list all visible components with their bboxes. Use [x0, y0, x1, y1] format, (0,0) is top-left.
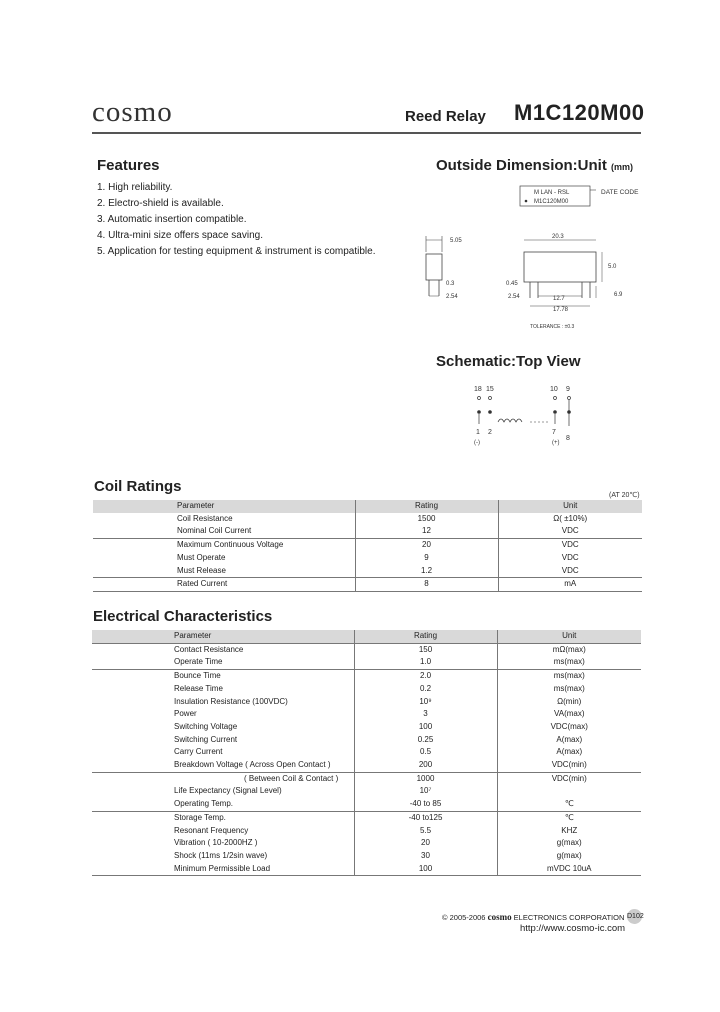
row-unit: VDC [561, 526, 579, 536]
row-rating: 10⁹ [354, 696, 497, 709]
pin-label-bottom: 2 [488, 429, 492, 436]
row-unit: ms(max) [553, 683, 585, 693]
table-header-row [93, 500, 642, 513]
table-row [92, 772, 641, 785]
pin-label-top: 10 [550, 386, 558, 393]
table-row [92, 837, 641, 850]
table-row [93, 539, 642, 552]
row-rating: 3 [354, 708, 497, 721]
header-rating: Rating [355, 500, 498, 513]
row-parameter: Carry Current [92, 746, 354, 759]
table-row [92, 785, 641, 798]
row-unit: g(max) [556, 838, 582, 848]
row-parameter: Minimum Permissible Load [92, 863, 354, 876]
table-row [92, 643, 641, 656]
row-rating: -40 to 85 [354, 798, 497, 811]
row-parameter: Bounce Time [92, 670, 354, 683]
row-unit: mΩ(max) [497, 643, 641, 656]
table-row [93, 513, 642, 526]
side-view-body [426, 254, 442, 280]
row-unit: VDC [498, 539, 642, 552]
row-rating: 150 [354, 643, 497, 656]
row-parameter: Nominal Coil Current [93, 525, 355, 538]
row-parameter: Insulation Resistance (100VDC) [92, 696, 354, 709]
header-unit: Unit [498, 500, 642, 513]
part-number: M1C120M00 [514, 100, 645, 125]
table-row [92, 696, 641, 709]
row-rating: 100 [354, 721, 497, 734]
row-parameter: Must Operate [93, 552, 355, 565]
table-row [93, 565, 642, 578]
row-parameter: Operate Time [92, 656, 354, 669]
front-view-body [524, 252, 596, 282]
row-rating: 10⁷ [354, 785, 497, 798]
feature-item: 2. Electro-shield is available. [97, 198, 224, 209]
outline-title [436, 157, 633, 174]
tolerance-note: TOLERANCE : ±0.3 [530, 324, 575, 330]
row-unit: mA [498, 578, 642, 592]
row-unit: VA(max) [553, 709, 585, 719]
row-parameter: Shock (11ms 1/2sin wave) [92, 850, 354, 863]
polarity-positive: (+) [552, 440, 560, 446]
row-parameter: Breakdown Voltage ( Across Open Contact ) [92, 759, 354, 772]
row-rating: 30 [354, 850, 497, 863]
pin1-mark [525, 200, 528, 203]
row-unit: A(max) [556, 734, 583, 744]
table-row [92, 825, 641, 838]
row-unit: VDC [561, 565, 579, 575]
schematic-title: Schematic:Top View [436, 353, 581, 370]
header-divider [92, 132, 641, 134]
company-logo: cosmo [92, 96, 173, 128]
table-row [92, 746, 641, 759]
pin-label-bottom: 8 [566, 435, 570, 442]
table-row [92, 759, 641, 772]
coil-symbol [498, 419, 522, 422]
row-rating: 8 [355, 578, 498, 592]
coil-title: Coil Ratings [94, 478, 182, 495]
page-code-badge: D102 [627, 909, 642, 924]
row-parameter: Resonant Frequency [92, 825, 354, 838]
table-row [92, 708, 641, 721]
coil-ratings-table [93, 500, 642, 592]
features-title: Features [97, 157, 160, 174]
feature-item: 4. Ultra-mini size offers space saving. [97, 230, 263, 241]
features-list [97, 180, 375, 260]
table-row [92, 798, 641, 811]
pin-label-top: 15 [486, 386, 494, 393]
feature-item: 5. Application for testing equipment & instrument is compatible. [97, 246, 376, 257]
polarity-negative: (-) [474, 440, 480, 446]
coil-condition: (AT 20℃) [609, 492, 640, 499]
row-parameter: Rated Current [93, 578, 355, 592]
row-unit: g(max) [556, 850, 582, 860]
row-rating: 2.0 [354, 670, 497, 683]
electrical-table [92, 630, 641, 876]
row-rating: 1000 [354, 772, 497, 785]
row-rating: 0.2 [354, 683, 497, 696]
dim-width: 20.3 [552, 234, 564, 240]
table-row [92, 656, 641, 669]
row-rating: 200 [354, 759, 497, 772]
row-rating: 0.25 [354, 734, 497, 747]
table-row [93, 525, 642, 538]
row-parameter: Coil Resistance [93, 513, 355, 526]
dim-pitch-span: 12.7 [553, 296, 565, 302]
row-unit [497, 785, 641, 798]
row-rating: 1.0 [354, 656, 497, 669]
table-row [93, 578, 642, 592]
dim-row-span: 17.78 [553, 307, 569, 313]
pin-label-top: 18 [474, 386, 482, 393]
row-rating: -40 to125 [354, 811, 497, 824]
table-row [92, 850, 641, 863]
row-parameter: Storage Temp. [92, 811, 354, 824]
label-line-1: M LAN - RSL [534, 190, 570, 196]
dim-pin-d1: 0.3 [446, 281, 455, 287]
outline-title-text: Outside Dimension:Unit [436, 157, 607, 174]
row-rating: 5.5 [354, 825, 497, 838]
row-unit: KHZ [561, 825, 578, 835]
row-parameter: Life Expectancy (Signal Level) [92, 785, 354, 798]
row-rating: 12 [355, 525, 498, 538]
row-parameter: Release Time [92, 683, 354, 696]
row-unit: VDC(max) [550, 721, 588, 731]
dim-lead-length: 6.9 [614, 292, 623, 298]
electrical-title: Electrical Characteristics [93, 608, 273, 625]
row-rating: 1500 [355, 513, 498, 526]
row-rating: 1.2 [355, 565, 498, 578]
dim-pin-d2: 0.45 [506, 281, 518, 287]
row-parameter: Must Release [93, 565, 355, 578]
row-parameter: Power [92, 708, 354, 721]
row-parameter: Vibration ( 10-2000HZ ) [92, 837, 354, 850]
date-code-label: DATE CODE [601, 189, 639, 196]
row-unit: ℃ [564, 799, 574, 809]
row-parameter: Switching Current [92, 734, 354, 747]
header-unit: Unit [497, 630, 641, 643]
row-unit: VDC [561, 552, 579, 562]
row-unit: ℃ [497, 811, 641, 824]
row-parameter: Operating Temp. [92, 798, 354, 811]
pin-label-bottom: 7 [552, 429, 556, 436]
row-parameter: Switching Voltage [92, 721, 354, 734]
row-unit: VDC(min) [551, 760, 587, 770]
header-parameter: Parameter [93, 500, 355, 513]
label-line-2: M1C120M00 [534, 199, 569, 205]
row-unit: mVDC 10uA [547, 863, 592, 873]
copyright [442, 912, 624, 922]
row-unit: Ω( ±10%) [553, 513, 588, 523]
row-rating: 20 [354, 837, 497, 850]
website-link[interactable]: http://www.cosmo-ic.com [520, 923, 626, 934]
footer-company: ELECTRONICS CORPORATION [513, 913, 625, 922]
table-row [92, 811, 641, 824]
outline-unit: (mm) [611, 162, 634, 172]
dim-pitch-front: 2.54 [508, 294, 520, 300]
row-parameter: Contact Resistance [92, 643, 354, 656]
row-rating: 100 [354, 863, 497, 876]
table-row [92, 670, 641, 683]
row-unit: VDC(min) [497, 772, 641, 785]
pin-label-bottom: 1 [476, 429, 480, 436]
row-parameter: Maximum Continuous Voltage [93, 539, 355, 552]
row-rating: 20 [355, 539, 498, 552]
row-unit: ms(max) [553, 657, 585, 667]
table-row [93, 552, 642, 565]
copyright-prefix: © 2005-2006 [442, 913, 486, 922]
schematic-drawing [470, 382, 580, 452]
dim-pitch-side: 2.54 [446, 294, 458, 300]
row-unit: A(max) [556, 747, 583, 757]
dim-height: 5.0 [608, 264, 617, 270]
header-rating: Rating [354, 630, 497, 643]
table-header-row [92, 630, 641, 643]
row-rating: 0.5 [354, 746, 497, 759]
table-row [92, 734, 641, 747]
feature-item: 1. High reliability. [97, 182, 173, 193]
footer-brand: cosmo [487, 912, 512, 922]
table-row [92, 683, 641, 696]
row-unit: ms(max) [497, 670, 641, 683]
table-row [92, 721, 641, 734]
row-parameter: ( Between Coil & Contact ) [92, 772, 354, 785]
outline-drawing [416, 182, 642, 332]
dim-side-width: 5.05 [450, 238, 462, 244]
row-rating: 9 [355, 552, 498, 565]
pin-label-top: 9 [566, 386, 570, 393]
document-type: Reed Relay [405, 108, 486, 125]
row-unit: Ω(min) [557, 696, 582, 706]
table-row [92, 863, 641, 876]
feature-item: 3. Automatic insertion compatible. [97, 214, 247, 225]
header-parameter: Parameter [92, 630, 354, 643]
